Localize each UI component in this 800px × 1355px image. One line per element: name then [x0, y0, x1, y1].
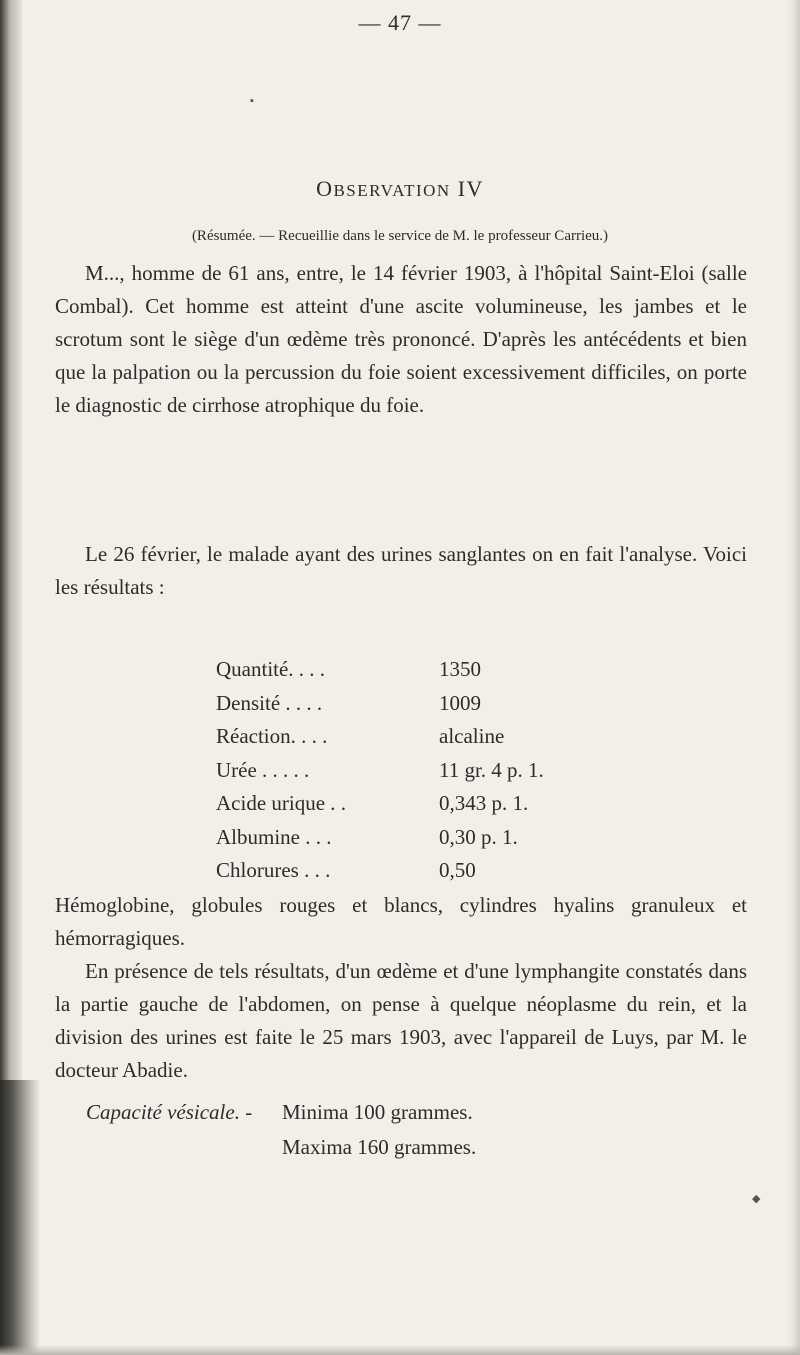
- capacity-label-text: Capacité vésicale.: [86, 1100, 240, 1124]
- observation-subtitle: (Résumée. — Recueillie dans le service de M. le professeur Carrieu.): [191, 228, 609, 244]
- analysis-row: [216, 653, 544, 687]
- paragraph-findings: Hémoglobine, globules rouges et blancs, cylindres hyalins granuleux et hémorragiques.: [55, 893, 747, 950]
- analysis-row: [216, 821, 544, 855]
- capacity-maxima: Maxima 160 grammes.: [282, 1135, 477, 1159]
- paragraph-case-history: M..., homme de 61 ans, entre, le 14 février 1903, à l'hôpital Saint-Eloi (salle Combal). Cet homme est atteint d'une ascite volumineuse, les jambes et le scrotum sont le siège d'un œdème très prononcé. D'après les antécédents et bien que la palpation ou la percussion du foie soient excessivement difficiles, on porte le diagnostic de cirrhose atrophique du foie.: [55, 261, 747, 417]
- analysis-row: [216, 754, 544, 788]
- observation-title-smallcaps: BSERVATION: [333, 181, 451, 200]
- capacity-row-maxima: [86, 1130, 476, 1165]
- page-number: — 47 —: [358, 10, 442, 35]
- analysis-value: 11 gr. 4 p. 1.: [439, 757, 544, 782]
- capacity-row-minima: [86, 1095, 476, 1130]
- analysis-label: Urée . . . . .: [216, 757, 310, 782]
- speck-mark: ◆: [752, 1193, 761, 1205]
- analysis-label: Albumine . . .: [216, 824, 332, 849]
- paragraph-diagnosis: En présence de tels résultats, d'un œdème et d'une lymphangite constatés dans la partie gauche de l'abdomen, on pense à quelque néoplasme du rein, et la division des urines est faite le 25 mars 1903, avec l'appareil de Luys, par M. le docteur Abadie.: [55, 959, 747, 1082]
- paragraph-urine-intro: Le 26 février, le malade ayant des urines sanglantes on en fait l'analyse. Voici les résultats :: [55, 542, 747, 599]
- urine-analysis-table: [216, 653, 544, 888]
- analysis-label: Chlorures . . .: [216, 858, 331, 882]
- page-bottom-edge: [0, 1345, 800, 1355]
- speck-mark: ▪: [250, 95, 254, 107]
- capacity-dash: -: [245, 1100, 253, 1124]
- analysis-label: Réaction. . . .: [216, 724, 328, 748]
- analysis-value: 1350: [439, 657, 481, 681]
- analysis-label: Densité . . . .: [216, 690, 323, 715]
- analysis-value: 0,30 p. 1.: [439, 824, 518, 849]
- page-right-edge: [786, 0, 800, 1355]
- analysis-label: Acide urique . .: [216, 791, 347, 815]
- analysis-value: 0,50: [439, 858, 476, 882]
- bladder-capacity: [86, 1095, 476, 1165]
- observation-title: [0, 176, 800, 202]
- capacity-minima: Minima 100 grammes.: [282, 1100, 473, 1124]
- analysis-row: [216, 720, 544, 754]
- analysis-value: alcaline: [439, 724, 505, 748]
- capacity-spacer: [86, 1130, 282, 1165]
- analysis-row: [216, 854, 544, 888]
- observation-title-initial: O: [316, 176, 334, 201]
- page-gutter-shadow-bottom: [0, 1080, 40, 1355]
- capacity-label: [86, 1095, 282, 1130]
- observation-title-numeral: IV: [450, 176, 484, 201]
- analysis-label: Quantité. . . .: [216, 657, 326, 681]
- analysis-value: 0,343 p. 1.: [439, 791, 529, 815]
- analysis-row: [216, 687, 544, 721]
- analysis-row: [216, 787, 544, 821]
- analysis-value: 1009: [439, 690, 481, 715]
